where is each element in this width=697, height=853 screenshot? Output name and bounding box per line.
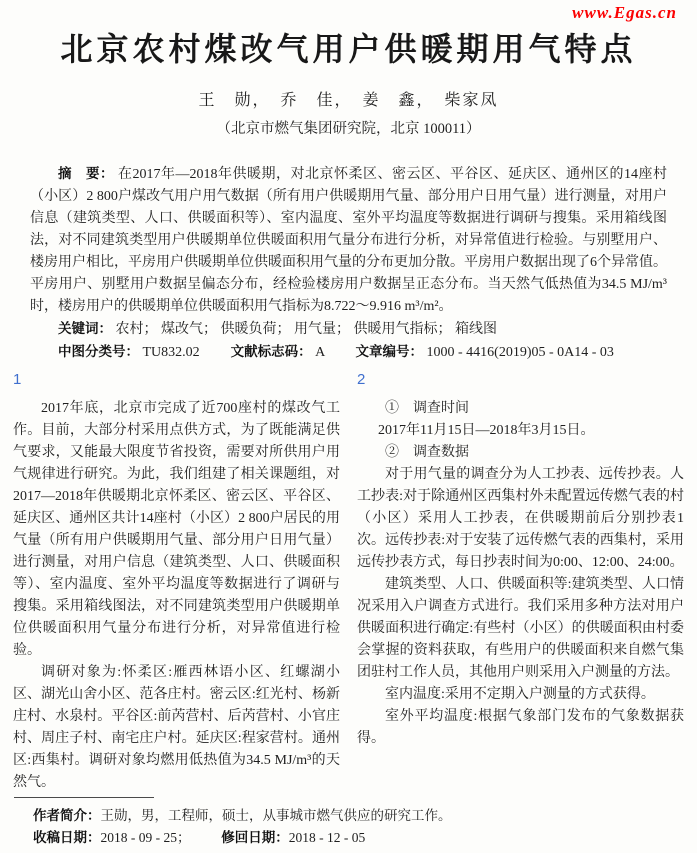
doc-code-label: 文献标志码： <box>230 344 312 359</box>
classification-line <box>30 341 667 364</box>
clc-label: 中图分类号： <box>58 344 139 359</box>
bio-text: 王勋，男，工程师，硕士，从事城市燃气供应的研究工作。 <box>100 808 452 823</box>
left-column <box>13 372 340 794</box>
keywords-text: 农村； 煤改气； 供暖负荷； 用气量； 供暖用气指标； 箱线图 <box>115 322 497 337</box>
intro-paragraph: 2017年底，北京市完成了近700座村的煤改气工作。目前，大部分村采用点供方式，为了既能满足供气要求，又能最大限度节省投资，需要对所供用户用气规律进行研究。为此，我们组建了相关课题组，对2017—2018年供暖期北京怀柔区、密云区、平谷区、延庆区、通州区共计14座村（小区）2 800户居民的用气量（所有用户供暖期用气量、部分用户日用气量）进行测量，对用户信息（建筑类型、人口、供暖面积等）、室内温度、室外平均温度等数据进行了调研与搜集。采用箱线图法，对不同建筑类型用户供暖期单位供暖面积用气量分布进行分析，对异常值进行检验。 <box>13 401 340 658</box>
keywords-label: 关键词： <box>58 321 112 336</box>
front-matter <box>30 163 667 364</box>
doc-code-value: A <box>315 345 325 360</box>
received-label: 收稿日期： <box>33 830 101 845</box>
footnote-block <box>14 797 674 849</box>
abstract-paragraph <box>30 163 667 318</box>
keywords-line <box>30 318 667 341</box>
abstract-label: 摘 要： <box>58 166 114 181</box>
dates-line <box>33 827 674 849</box>
author-bio-line <box>33 805 674 827</box>
clc-value: TU832.02 <box>142 345 200 360</box>
survey-time-value: 2017年11月15日—2018年3月15日。 <box>378 423 595 438</box>
article-id-value: 1000 - 4416(2019)05 - 0A14 - 03 <box>426 345 614 360</box>
text-columns <box>13 372 684 794</box>
paper-title: 北京农村煤改气用户供暖期用气特点 <box>60 31 637 67</box>
survey-time-heading: ① 调查时间 <box>385 401 469 416</box>
article-id-label: 文章编号： <box>355 344 424 359</box>
building-info-paragraph: 建筑类型、人口、供暖面积等:建筑类型、人口情况采用入户调查方式进行。我们采用多种方法对用户供暖面积进行确定:有些村（小区）的供暖面积由村委会掌握的资料获取，有些用户的供暖面积来自燃气集团驻村工作人员，其他用户则采用入户测量的方法。 <box>357 577 684 680</box>
indoor-temp-paragraph: 室内温度:采用不定期入户测量的方式获得。 <box>385 687 655 702</box>
survey-targets-paragraph: 调研对象为:怀柔区:雁西林语小区、红螺湖小区、湖光山舍小区、范各庄村。密云区:红光村、杨新庄村、水泉村。平谷区:前芮营村、后芮营村、小官庄村、周庄子村、南宅庄户村。延庆区:程家营村。通州区:西集村。调研对象均燃用低热值为34.5 MJ/m³的天然气。 <box>13 665 340 790</box>
survey-data-heading: ② 调查数据 <box>385 445 469 460</box>
received-value: 2018 - 09 - 25； <box>100 830 191 845</box>
affiliation-line: （北京市燃气集团研究院，北京 100011） <box>216 121 481 137</box>
section-link-2[interactable]: 2 <box>357 371 366 388</box>
footnote-divider <box>14 797 154 798</box>
authors-line: 王 勋， 乔 佳， 姜 鑫， 柴家凤 <box>198 92 499 109</box>
site-watermark-link[interactable]: www.Egas.cn <box>572 3 677 22</box>
revised-value: 2018 - 12 - 05 <box>288 830 366 845</box>
outdoor-temp-paragraph: 室外平均温度:根据气象部门发布的气象数据获得。 <box>357 709 684 746</box>
abstract-text: 在2017年—2018年供暖期，对北京怀柔区、密云区、平谷区、延庆区、通州区的14座村（小区）2 800户煤改气用户用气数据（所有用户供暖期用气量、部分用户日用气量）进行测量，对用户信息（建筑类型、人口、供暖面积等）、室内温度、室外平均温度等数据进行调研与搜集。采用箱线图法，对不同建筑类型用户供暖期单位供暖面积用气量分布进行分析，对异常值进行检验。与别墅用户、楼房用户相比，平房用户供暖期单位供暖面积用气量的分布更加分散。平房用户数据出现了6个异常值。平房用户、别墅用户数据呈偏态分布，经检验楼房用户数据呈正态分布。当天然气低热值为34.5 MJ/m³时，楼房用户的供暖期单位供暖面积用气指标为8.722～9.916 m³/m²。 <box>30 167 667 314</box>
revised-label: 修回日期： <box>221 830 289 845</box>
section-link-1[interactable]: 1 <box>13 371 22 388</box>
bio-label: 作者简介： <box>33 808 101 823</box>
right-column <box>357 372 684 794</box>
meter-reading-paragraph: 对于用气量的调查分为人工抄表、远传抄表。人工抄表:对于除通州区西集村外未配置远传燃气表的村（小区）采用人工抄表，在供暖期前后分别抄表1次。远传抄表:对于安装了远传燃气表的西集村，采用远传抄表方式，每日抄表时间为0:00、12:00、24:00。 <box>357 467 684 570</box>
